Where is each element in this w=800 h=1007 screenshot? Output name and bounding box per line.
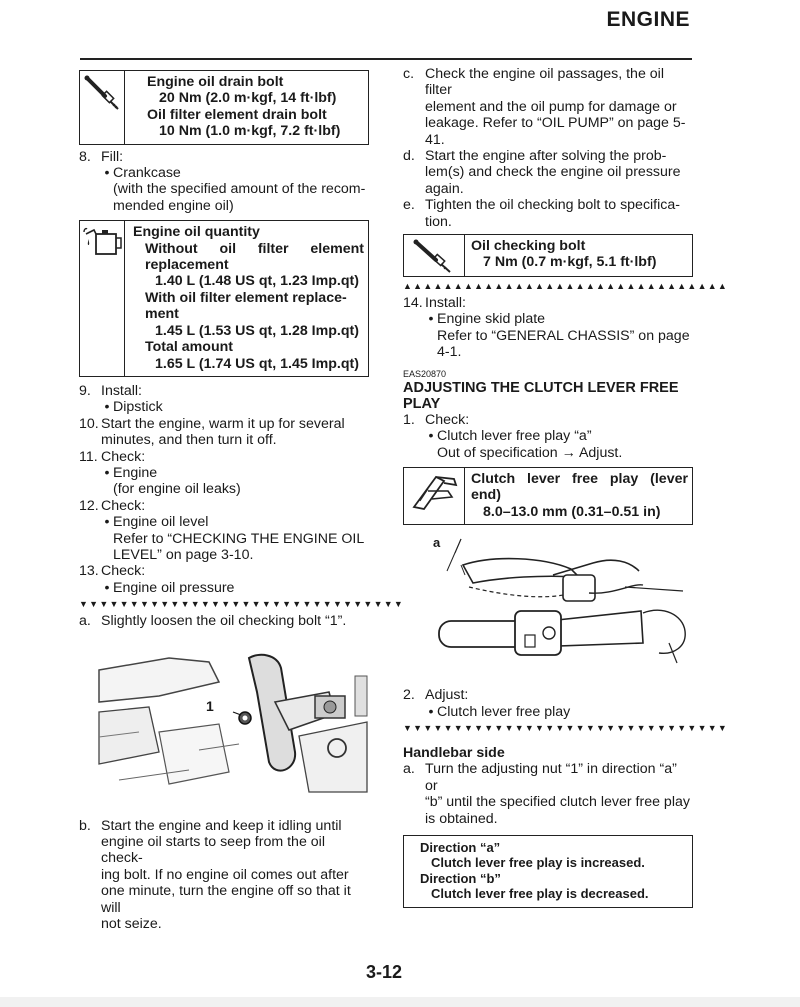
spec-box-drain-bolts: [79, 70, 369, 145]
step-10: [79, 416, 369, 449]
procedure-end-marker: ▲▲▲▲▲▲▲▲▲▲▲▲▲▲▲▲▲▲▲▲▲▲▲▲▲▲▲▲▲▲▲▲: [403, 281, 729, 292]
oil-quantity-title: Engine oil quantity: [133, 224, 260, 241]
reference-line: Refer to “CHECKING THE ENGINE OIL: [113, 530, 365, 547]
handlebar-side-heading: Handlebar side: [403, 744, 505, 761]
bullet-icon: •: [428, 703, 434, 720]
bullet-text: Engine oil level: [113, 514, 209, 531]
bullet-icon: •: [104, 165, 110, 182]
step-text: ing bolt. If no engine oil comes out after: [101, 866, 349, 883]
page-reference: [425, 328, 693, 361]
header-rule: [80, 58, 692, 60]
free-play-label-1: Clutch lever free play (lever: [471, 470, 688, 487]
diagram-label-a: a: [433, 535, 441, 551]
bullet-icon: •: [428, 428, 434, 445]
left-column: [79, 70, 405, 933]
engine-oil-checking-bolt-photo: [99, 652, 369, 792]
eas-code: EAS20870: [403, 368, 447, 379]
step-number: 10.: [79, 415, 99, 432]
step-text: Check the engine oil passages, the oil filter: [425, 66, 664, 99]
bullet-icon: •: [104, 399, 110, 416]
direction-a-result: Clutch lever free play is increased.: [431, 855, 645, 871]
step-title: Check:: [101, 448, 146, 465]
bullet-icon: •: [428, 311, 434, 328]
without-filter-label-2: replacement: [145, 257, 229, 274]
step-letter: c.: [403, 66, 415, 82]
clutch-lever-diagram: [403, 535, 693, 683]
step-number: 9.: [79, 382, 91, 399]
total-amount-label: Total amount: [145, 339, 234, 356]
reference-line: Refer to “GENERAL CHASSIS” on page: [437, 327, 690, 344]
bullet-text: Dipstick: [113, 399, 163, 416]
step-title: Install:: [425, 295, 467, 312]
step-text: 41.: [425, 131, 445, 148]
page-header-title: ENGINE: [606, 8, 690, 31]
substep-a-handlebar: [403, 761, 693, 827]
bullet-text: Engine: [113, 464, 158, 481]
free-play-value: 8.0–13.0 mm (0.31–0.51 in): [483, 503, 661, 520]
photo-callout-1: 1: [206, 697, 214, 714]
step-text: engine oil starts to seep from the oil check-: [101, 834, 325, 867]
step-letter: b.: [79, 817, 91, 834]
bullet-icon: •: [104, 514, 110, 531]
direction-b-result: Clutch lever free play is decreased.: [431, 886, 649, 902]
substep-e: [403, 197, 693, 230]
step-letter: a.: [79, 613, 91, 630]
procedure-start-marker: ▼▼▼▼▼▼▼▼▼▼▼▼▼▼▼▼▼▼▼▼▼▼▼▼▼▼▼▼▼▼▼▼: [403, 722, 729, 733]
step-9: [79, 383, 369, 416]
step-text: is obtained.: [425, 810, 498, 827]
step-text: not seize.: [101, 916, 162, 933]
section-title: [403, 380, 693, 412]
step-number: 13.: [79, 563, 99, 580]
bullet-icon: •: [104, 464, 110, 481]
page-reference: [101, 531, 369, 564]
filter-bolt-value: 10 Nm (1.0 m·kgf, 7.2 ft·lbf): [159, 123, 341, 140]
oil-checking-bolt-value: 7 Nm (0.7 m·kgf, 5.1 ft·lbf): [483, 254, 657, 271]
right-column: [403, 66, 729, 908]
step-title: Fill:: [101, 148, 124, 165]
bullet-text: Engine skid plate: [437, 311, 546, 328]
step-number: 8.: [79, 148, 91, 165]
step-note: (for engine oil leaks): [113, 481, 241, 498]
step-number: 12.: [79, 497, 99, 514]
step-number: 11.: [79, 448, 98, 465]
page-bottom-band: [0, 997, 800, 1007]
step-text: tion.: [425, 213, 452, 230]
without-filter-label-1: Without oil filter element: [145, 240, 364, 257]
substep-c: [403, 66, 693, 148]
step-13: [79, 563, 369, 596]
substep-d: [403, 148, 693, 197]
oil-checking-bolt-label: Oil checking bolt: [471, 238, 586, 255]
with-filter-label-2: ment: [145, 306, 179, 323]
bullet-icon: •: [104, 579, 110, 596]
spec-box-clutch-free-play: [403, 467, 693, 525]
step-text: again.: [425, 180, 464, 197]
step-text: minutes, and then turn it off.: [101, 432, 277, 449]
step-text: Turn the adjusting nut “1” in direction “a” or: [425, 761, 677, 794]
bullet-text: Engine oil pressure: [113, 579, 235, 596]
step-number: 1.: [403, 411, 415, 428]
step-number: 14.: [403, 295, 423, 312]
spec-box-oil-checking-bolt: [403, 234, 693, 277]
spec-box-oil-quantity: [79, 220, 369, 377]
bullet-text: Clutch lever free play “a”: [437, 428, 592, 445]
torque-wrench-icon: [404, 235, 465, 276]
step-12: [79, 498, 369, 564]
direction-b-label: Direction “b”: [420, 870, 501, 886]
step-1: [403, 412, 693, 461]
drain-bolt-value: 20 Nm (2.0 m·kgf, 14 ft·lbf): [159, 90, 337, 107]
step-text: Start the engine and keep it idling until: [101, 817, 342, 834]
bullet-text: Clutch lever free play: [437, 703, 571, 720]
substep-b: [79, 818, 369, 933]
step-text: Tighten the oil checking bolt to specifica-: [425, 197, 680, 214]
step-text: “b” until the specified clutch lever free play: [425, 794, 690, 811]
step-title: Check:: [101, 497, 146, 514]
with-filter-value: 1.45 L (1.53 US qt, 1.28 Imp.qt): [155, 322, 359, 339]
drain-bolt-label: Engine oil drain bolt: [147, 74, 284, 90]
reference-line: 4-1.: [437, 344, 462, 361]
direction-box: [403, 835, 693, 908]
total-amount-value: 1.65 L (1.74 US qt, 1.45 Imp.qt): [155, 355, 359, 372]
step-text: leakage. Refer to “OIL PUMP” on page 5-: [425, 115, 686, 132]
step-8: [79, 149, 369, 215]
direction-a-label: Direction “a”: [420, 839, 501, 855]
page-number: 3-12: [366, 962, 403, 982]
step-text: Start the engine after solving the prob-: [425, 148, 667, 165]
with-filter-label-1: With oil filter element replace-: [145, 289, 347, 306]
torque-wrench-icon: [80, 71, 125, 144]
step-text: Slightly loosen the oil checking bolt “1”.: [101, 613, 347, 630]
step-note: Out of specification → Adjust.: [437, 444, 623, 461]
section-title-line: PLAY: [403, 395, 441, 412]
step-title: Install:: [101, 382, 143, 399]
step-2: [403, 687, 693, 720]
step-title: Check:: [425, 411, 470, 428]
step-number: 2.: [403, 687, 415, 704]
step-note: [101, 181, 369, 214]
note-line: (with the specified amount of the recom-: [113, 181, 366, 198]
step-14: [403, 295, 693, 361]
step-text: Start the engine, warm it up for several: [101, 415, 345, 432]
step-text: element and the oil pump for damage or: [425, 98, 677, 115]
caliper-icon: [404, 468, 465, 524]
filter-bolt-label: Oil filter element drain bolt: [147, 106, 327, 123]
oil-can-icon: [80, 221, 125, 376]
step-letter: d.: [403, 148, 415, 165]
section-title-line: ADJUSTING THE CLUTCH LEVER FREE: [403, 379, 679, 396]
step-title: Adjust:: [425, 687, 469, 704]
note-line: mended engine oil): [113, 197, 234, 214]
procedure-start-marker: ▼▼▼▼▼▼▼▼▼▼▼▼▼▼▼▼▼▼▼▼▼▼▼▼▼▼▼▼▼▼▼▼: [79, 599, 405, 610]
step-text: lem(s) and check the engine oil pressure: [425, 164, 681, 181]
substep-a: [79, 613, 369, 629]
free-play-label-2: end): [471, 487, 501, 504]
step-text: one minute, turn the engine off so that it will: [101, 883, 351, 916]
step-title: Check:: [101, 563, 146, 580]
step-letter: e.: [403, 197, 415, 214]
step-11: [79, 449, 369, 498]
without-filter-value: 1.40 L (1.48 US qt, 1.23 Imp.qt): [155, 273, 359, 290]
bullet-text: Crankcase: [113, 165, 181, 182]
step-letter: a.: [403, 761, 415, 778]
reference-line: LEVEL” on page 3-10.: [113, 546, 254, 563]
